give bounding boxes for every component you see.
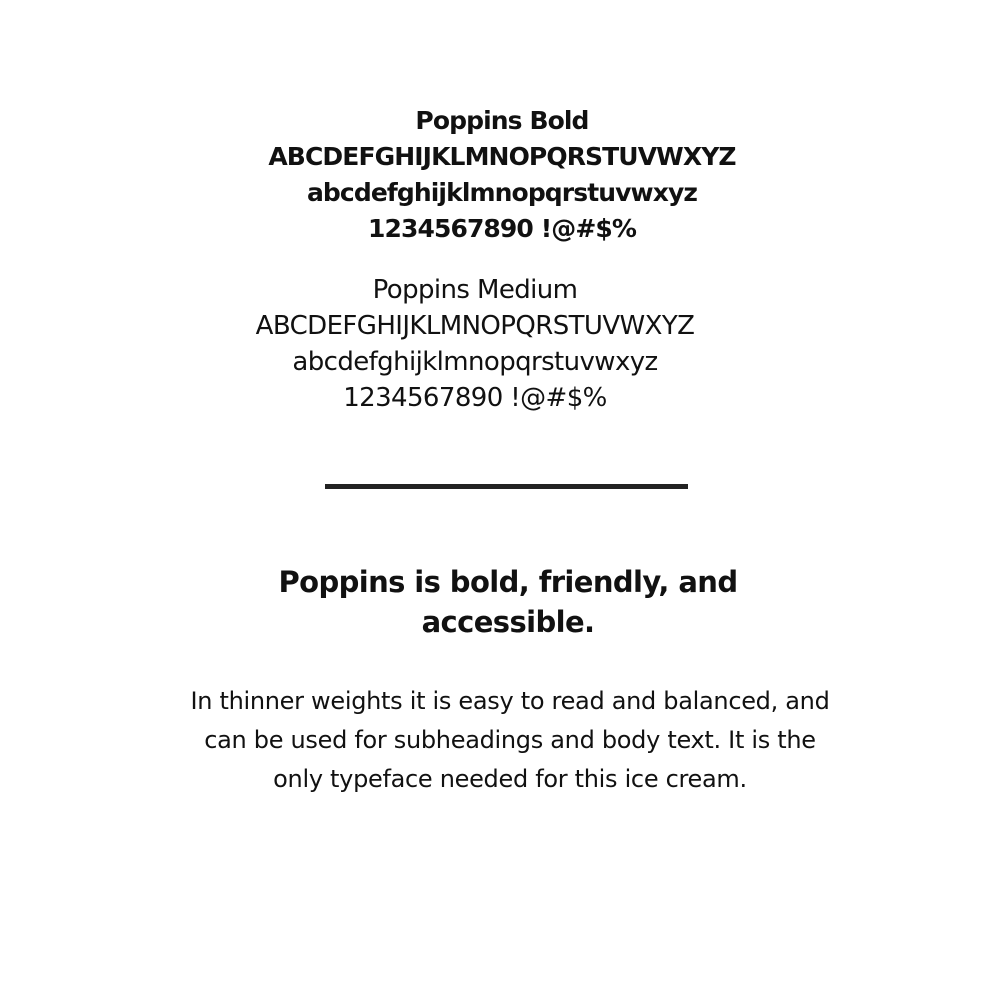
bold-specimen-numerals: 1234567890 !@#$% — [367, 214, 637, 243]
medium-specimen — [0, 272, 975, 416]
medium-specimen-uppercase: ABCDEFGHIJKLMNOPQRSTUVWXYZ — [255, 311, 695, 341]
description-body: In thinner weights it is easy to read and balanced, and can be used for subheadings and body text. It is the only typeface needed for this ice cream. — [190, 687, 830, 793]
description-headline: Poppins is bold, friendly, and accessible. — [278, 565, 738, 639]
medium-specimen-numerals: 1234567890 !@#$% — [343, 383, 607, 413]
medium-specimen-lowercase: abcdefghijklmnopqrstuvwxyz — [292, 347, 658, 377]
divider-line — [325, 484, 688, 489]
bold-specimen-title: Poppins Bold — [415, 106, 589, 135]
medium-specimen-title: Poppins Medium — [372, 275, 578, 305]
bold-specimen-lowercase: abcdefghijklmnopqrstuvwxyz — [306, 178, 698, 207]
bold-specimen — [2, 103, 1000, 247]
bold-specimen-uppercase: ABCDEFGHIJKLMNOPQRSTUVWXYZ — [268, 142, 736, 171]
